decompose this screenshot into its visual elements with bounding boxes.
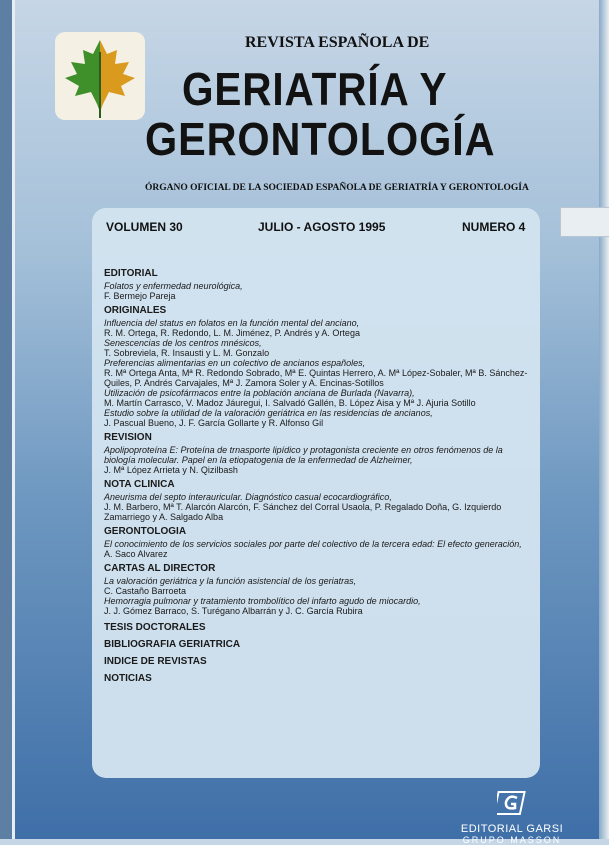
article-title: La valoración geriátrica y la función asistencial de los geriatras, xyxy=(104,576,357,586)
leaf-icon xyxy=(55,32,145,120)
article-title: Apolipoproteína E: Proteína de trnasporte lipídico y protagonista creciente en otros fenómenos de la biología molecular. Papel en la etiopatogenia de la enfermedad de Alzheimer, xyxy=(104,445,503,465)
article-authors: J. M. Barbero, Mª T. Alarcón Alarcón, F. Sánchez del Corral Usaola, P. Regalado Doña, G. Izquierdo Zamarriego y A. Salgado Alba xyxy=(104,502,502,522)
extra-section: NOTICIAS xyxy=(104,673,152,684)
issue-date: JULIO - AGOSTO 1995 xyxy=(258,220,386,234)
article-title: El conocimiento de los servicios sociales por parte del colectivo de la tercera edad: El efecto generación, xyxy=(104,539,522,549)
article-authors: F. Bermejo Pareja xyxy=(104,291,176,301)
section-title: GERONTOLOGIA xyxy=(104,526,187,537)
article-authors: R. Mª Ortega Anta, Mª R. Redondo Sobrado, Mª E. Quintas Herrero, A. Mª López-Sobaler, Mª B. Sánchez-Quiles, P. Andrés Carvajales, Mª J. Zamora Soler y A. Encinas-Sotillos xyxy=(104,368,528,388)
section-title: EDITORIAL xyxy=(104,268,158,279)
paper-tab xyxy=(560,207,609,237)
article-title: Estudio sobre la utilidad de la valoración geriátrica en las residencias de ancianos, xyxy=(104,408,433,418)
issue-number: NUMERO 4 xyxy=(462,220,526,234)
publisher xyxy=(452,790,572,845)
journal-kicker: REVISTA ESPAÑOLA DE xyxy=(245,34,430,51)
article-title: Preferencias alimentarias en un colectivo de ancianos españoles, xyxy=(104,358,366,368)
article-title: Folatos y enfermedad neurológica, xyxy=(104,281,243,291)
section-title: ORIGINALES xyxy=(104,305,167,316)
article-authors: R. M. Ortega, R. Redondo, L. M. Jiménez, P. Andrés y A. Ortega xyxy=(104,328,360,338)
section-title: NOTA CLINICA xyxy=(104,479,175,490)
article-title: Utilización de psicofármacos entre la población anciana de Burlada (Navarra), xyxy=(104,388,415,398)
toc-section xyxy=(104,526,534,559)
article-title: Influencia del status en folatos en la función mental del anciano, xyxy=(104,318,360,328)
publisher-name: EDITORIAL GARSI xyxy=(460,823,564,835)
article-authors: C. Castaño Barroeta xyxy=(104,586,187,596)
garsi-logo-icon xyxy=(497,790,527,816)
table-of-contents xyxy=(104,264,534,690)
cover-spine xyxy=(0,0,12,839)
extra-section: INDICE DE REVISTAS xyxy=(104,656,207,667)
journal-logo xyxy=(55,32,145,120)
article-authors: J. J. Gómez Barraco, S. Turégano Albarrán y J. C. García Rubira xyxy=(104,606,363,616)
spine-highlight xyxy=(12,0,15,839)
toc-section xyxy=(104,268,534,301)
toc-section xyxy=(104,432,534,475)
page-edge xyxy=(599,0,609,839)
section-title: REVISION xyxy=(104,432,152,443)
article-title: Aneurisma del septo interauricular. Diagnóstico casual ecocardiográfico, xyxy=(104,492,392,502)
volume-label: VOLUMEN 30 xyxy=(106,220,183,234)
extra-section: TESIS DOCTORALES xyxy=(104,622,206,633)
journal-title-line1: GERIATRÍA Y xyxy=(182,63,448,115)
toc-section xyxy=(104,305,534,428)
toc-section xyxy=(104,563,534,616)
article-authors: M. Martín Carrasco, V. Madoz Jáuregui, I. Salvadó Gallén, B. López Aisa y Mª J. Ajuria Sotillo xyxy=(104,398,476,408)
toc-section xyxy=(104,479,534,522)
extra-section: BIBLIOGRAFIA GERIATRICA xyxy=(104,639,241,650)
article-authors: J. Mª López Arrieta y N. Qizilbash xyxy=(104,465,238,475)
publisher-group: GRUPO MASSON xyxy=(462,835,562,845)
article-authors: J. Pascual Bueno, J. F. García Gollarte y R. Alfonso Gil xyxy=(104,418,324,428)
section-title: CARTAS AL DIRECTOR xyxy=(104,563,216,574)
article-authors: T. Sobreviela, R. Insausti y L. M. Gonzalo xyxy=(104,348,270,358)
article-title: Hemorragia pulmonar y tratamiento trombolítico del infarto agudo de miocardio, xyxy=(104,596,421,606)
journal-subtitle: ÓRGANO OFICIAL DE LA SOCIEDAD ESPAÑOLA DE GERIATRÍA Y GERONTOLOGÍA xyxy=(145,183,529,193)
article-title: Senescencias de los centros mnésicos, xyxy=(104,338,262,348)
article-authors: A. Saco Alvarez xyxy=(104,549,168,559)
journal-title-line2: GERONTOLOGÍA xyxy=(145,113,496,165)
